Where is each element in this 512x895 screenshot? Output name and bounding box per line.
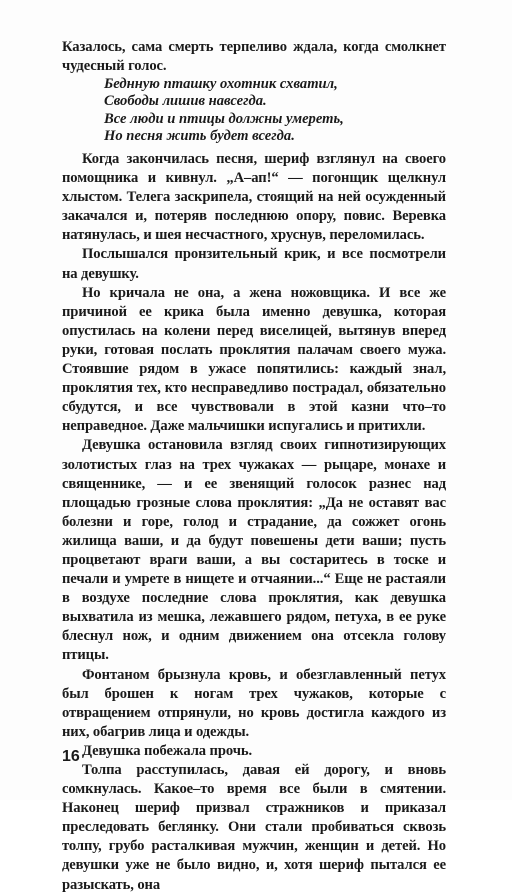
paragraph: Когда закончилась песня, шериф взглянул на своего помощника и кивнул. „А–ап!“ — погонщик щелкнул хлыстом. Телега заскрипела, стоящий на ней осужденный закачался и, потеряв последнюю опору, повис. Веревка натянулась, и шея несчастного, хруснув, переломилась. bbox=[62, 151, 446, 244]
paragraph: Толпа расступилась, давая ей дорогу, и вновь сомкнулась. Какое–то время все были в смятении. Наконец шериф призвал стражников и приказал преследовать беглянку. Они стали пробиваться сквозь толпу, грубо расталкивая мужчин, женщин и детей. Но девушки уже не было видно, и, хотя шериф пытался ее разыскать, она bbox=[62, 762, 446, 893]
paragraph: Девушка остановила взгляд своих гипнотизирующих золотистых глаз на трех чужаках — рыцаре, монахе и священнике, — и ее звенящий голосок разнес над площадью грозные слова проклятия: „Да не оставят вас болезни и горе, голод и страдание, да сожжет огонь жилища ваши, и да будут повешены дети ваши; пусть процветают враги ваши, а вы состаритесь в тоске и печали и умрете в нищете и отчаянии...“ Еще не растаяли в воздухе последние слова проклятия, как девушка выхватила из мешка, лежавшего рядом, петуха, в ее руке блеснул нож, и одним движением она отсекла голову птицы. bbox=[62, 437, 446, 664]
page-number: 16 bbox=[62, 748, 80, 765]
intro-text: Казалось, сама смерть терпеливо ждала, когда смолкнет чудесный голос. bbox=[62, 39, 446, 75]
poem-line: Все люди и птицы должны умереть, bbox=[104, 110, 344, 127]
intro-paragraph bbox=[62, 38, 446, 76]
poem-line: Но песня жить будет всегда. bbox=[104, 128, 295, 145]
paragraph: Фонтаном брызнула кровь, и обезглавленный петух был брошен к ногам трех чужаков, которые с отвращением отпрянули, но кровь достигла каждого из них, обагрив лица и одежды. bbox=[62, 666, 446, 740]
paragraph: Девушка побежала прочь. bbox=[82, 742, 252, 759]
poem-stanza bbox=[104, 76, 444, 146]
poem-line: Беднную пташку охотник схватил, bbox=[104, 76, 338, 92]
paragraph: Послышался пронзительный крик, и все посмотрели на девушку. bbox=[62, 246, 446, 282]
body-text bbox=[62, 150, 446, 895]
poem-line: Свободы лишив навсегда. bbox=[104, 93, 267, 110]
paragraph: Но кричала не она, а жена ножовщика. И все же причиной ее крика была именно девушка, которая опустилась на колени перед виселицей, вытянув вперед руки, готовая послать проклятия палачам своего мужа. Стоявшие рядом в ужасе попятились: каждый знал, проклятия тех, кто несправедливо пострадал, обязательно сбудутся, и все чувствовали в этой казни что–то неправедное. Даже мальчишки испугались и притихли. bbox=[62, 284, 446, 435]
